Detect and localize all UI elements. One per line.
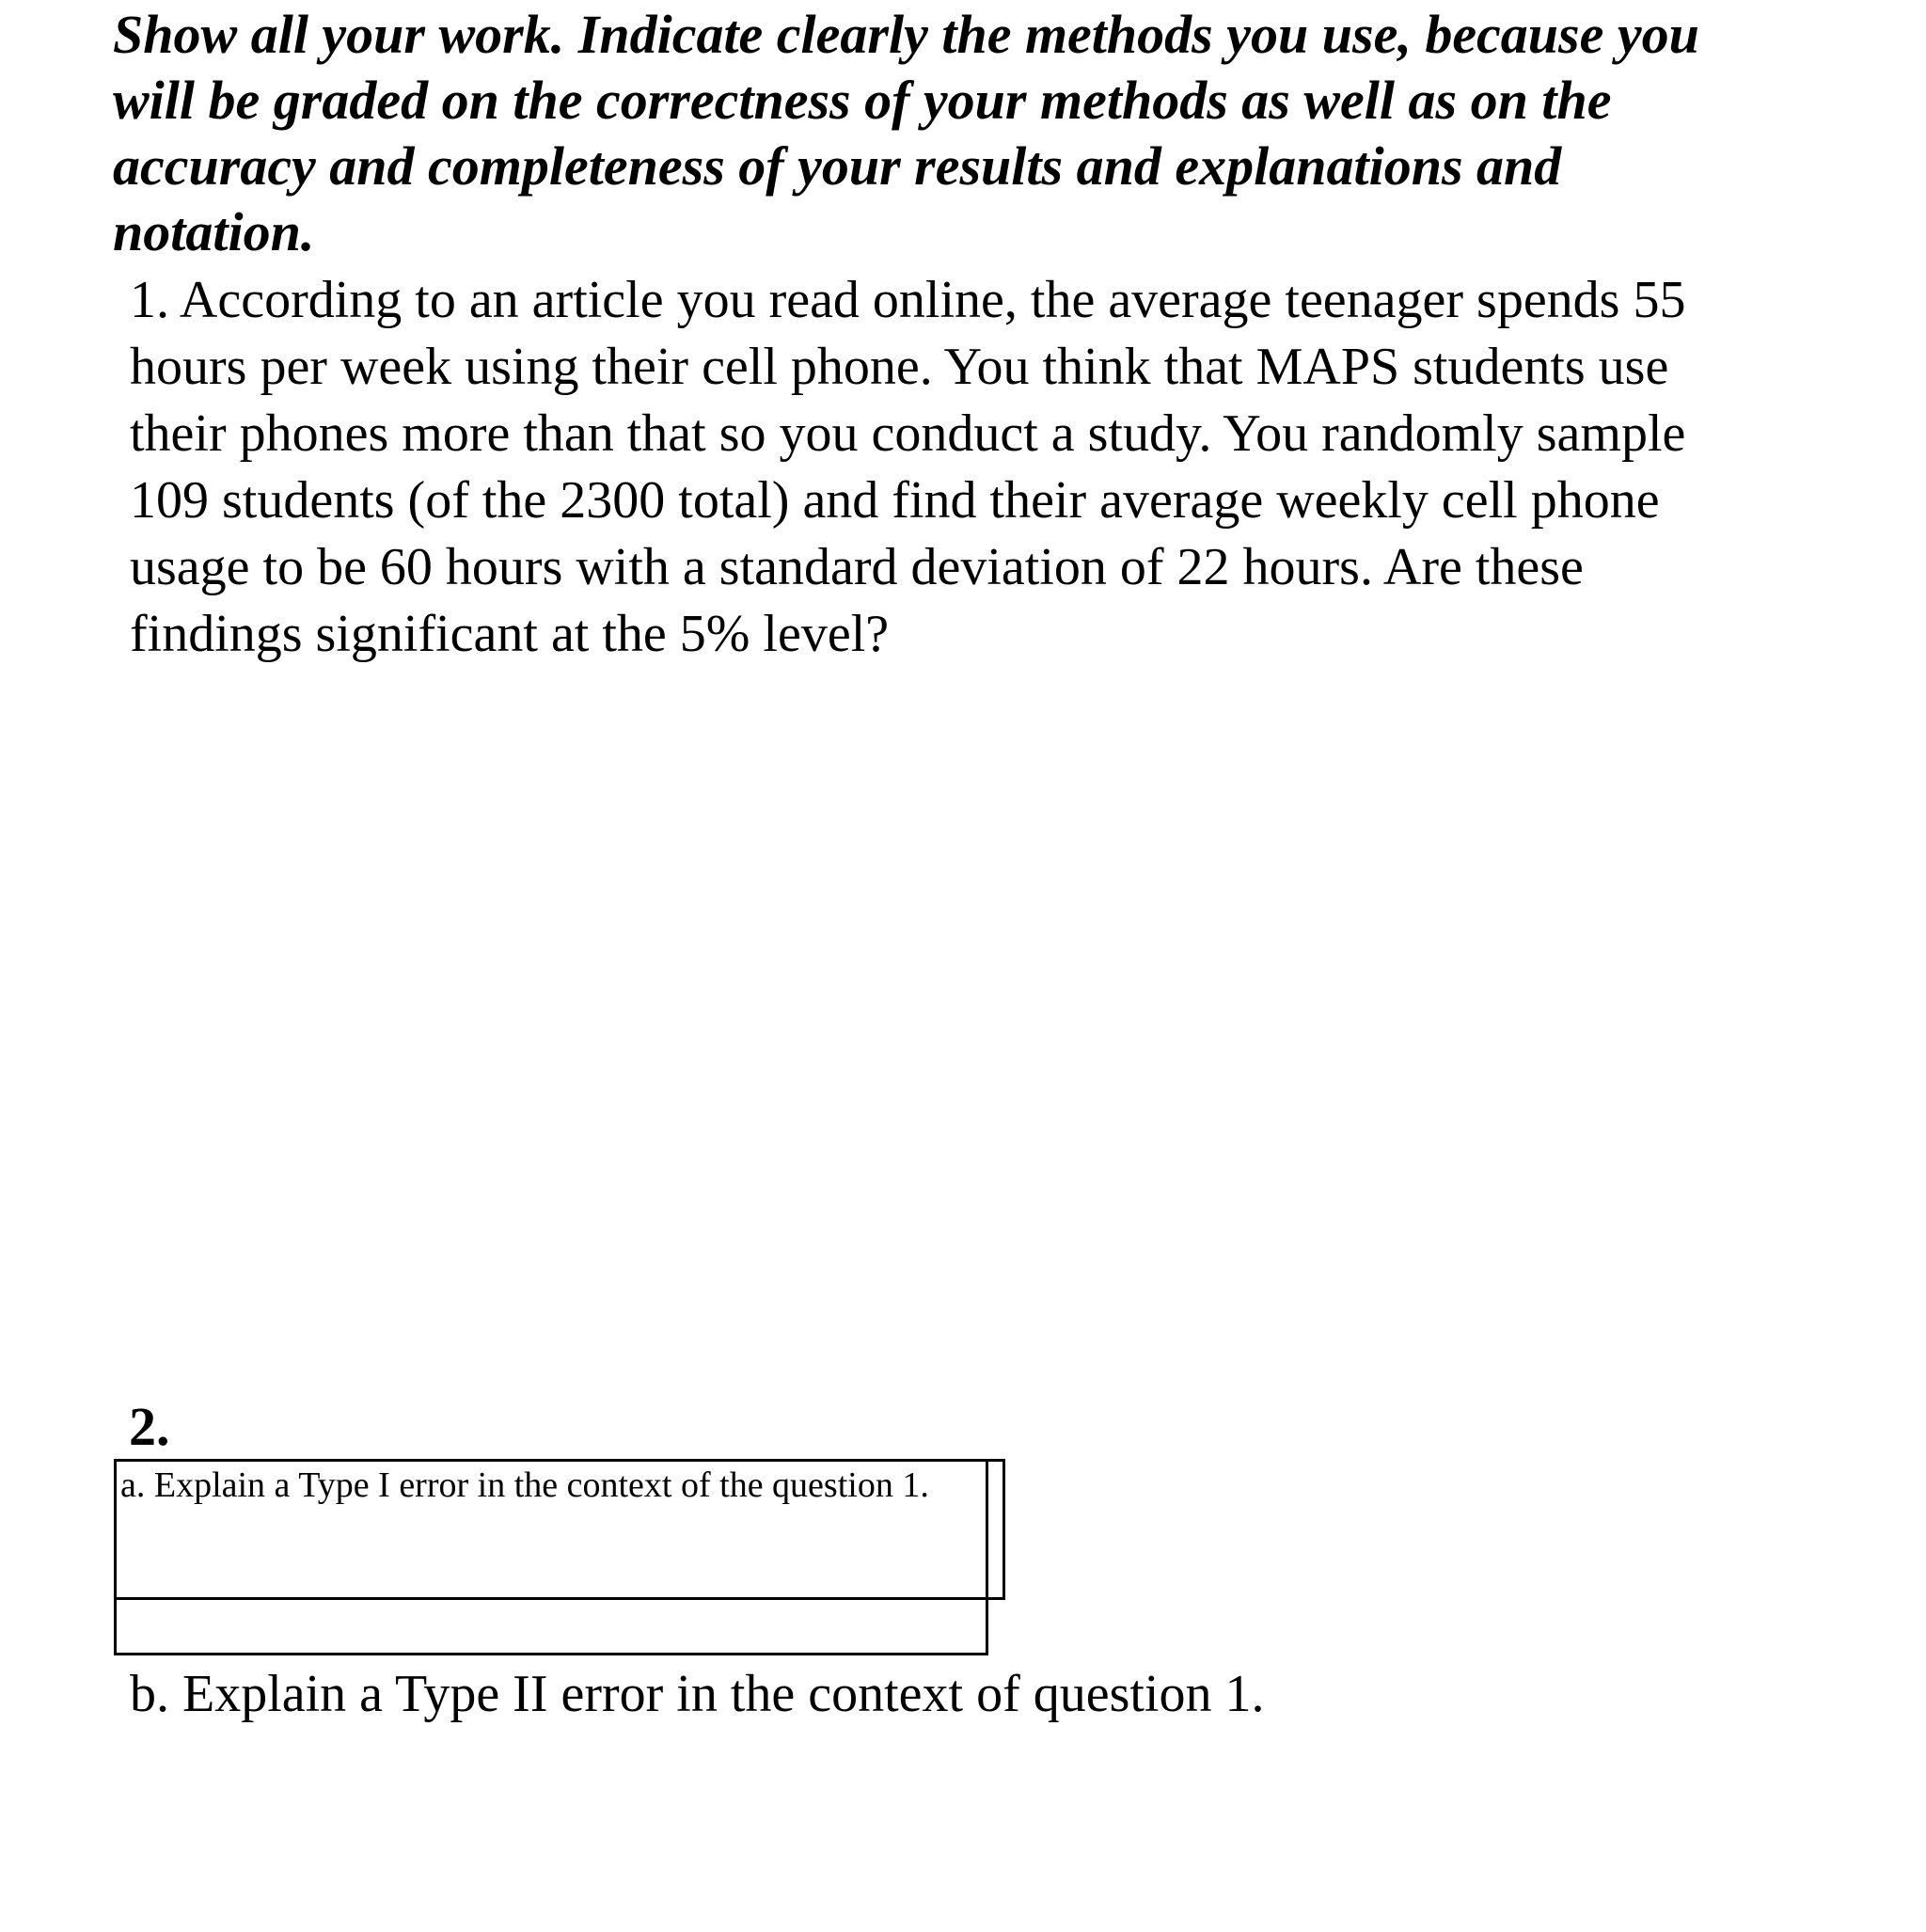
instructions-line-1: Show all your work. Indicate clearly the methods you use, because you <box>113 4 1699 65</box>
question-1-line-1: 1. According to an article you read online, the average teenager spends 55 <box>130 271 1686 329</box>
instructions <box>113 2 1881 265</box>
question-1-line-2: hours per week using their cell phone. You think that MAPS students use <box>130 338 1669 396</box>
instructions-line-4: notation. <box>113 201 315 262</box>
instructions-line-3: accuracy and completeness of your results and explanations and <box>113 135 1562 197</box>
question-1-line-3: their phones more than that so you conduct a study. You randomly sample <box>130 404 1686 463</box>
question-1-line-6: findings significant at the 5% level? <box>130 605 890 663</box>
question-2b-prompt: b. Explain a Type II error in the context of question 1. <box>130 1665 1265 1723</box>
question-1-line-5: usage to be 60 hours with a standard deviation of 22 hours. Are these <box>130 538 1584 596</box>
question-2a-prompt: a. Explain a Type I error in the context of the question 1. <box>120 1465 929 1505</box>
question-2-number: 2. <box>129 1396 170 1457</box>
question-2-lower-box[interactable] <box>114 1597 988 1655</box>
question-1 <box>130 267 1879 668</box>
question-1-line-4: 109 students (of the 2300 total) and find their average weekly cell phone <box>130 471 1660 530</box>
instructions-line-2: will be graded on the correctness of your methods as well as on the <box>113 70 1612 131</box>
